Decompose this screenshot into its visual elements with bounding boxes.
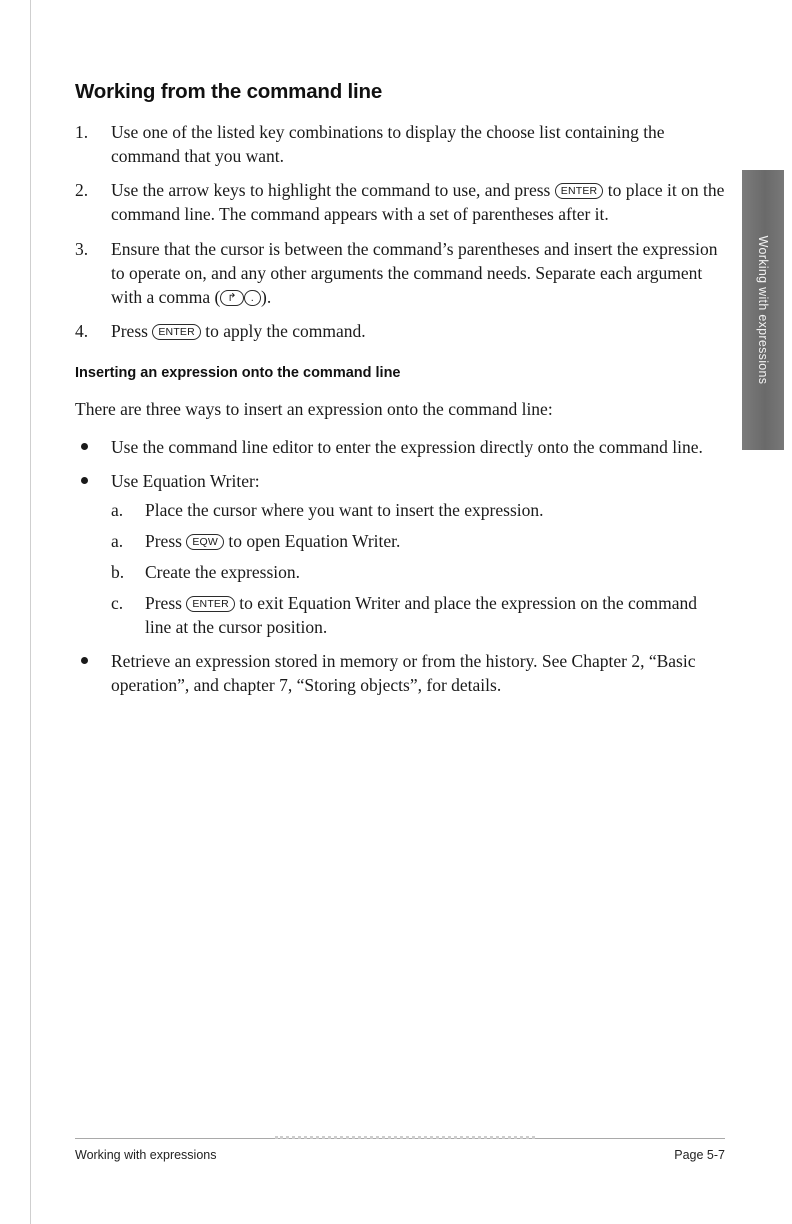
enter-key-icon: ENTER: [186, 596, 235, 612]
sub-step-text-part: to open Equation Writer.: [224, 530, 401, 551]
side-tab-label: Working with expressions: [756, 235, 770, 385]
bullet-dot-icon: [81, 477, 88, 484]
bullet-dot-icon: [81, 657, 88, 664]
footer-divider: [75, 1138, 725, 1139]
page-edge-line: [30, 0, 31, 1224]
sub-step-text: Create the expression.: [145, 561, 301, 582]
step-text-part: ).: [261, 286, 272, 307]
numbered-steps-list: [75, 120, 725, 343]
list-marker: c.: [111, 592, 124, 613]
footer-left-text: Working with expressions: [75, 1148, 217, 1162]
list-item: [75, 319, 725, 343]
intro-paragraph: There are three ways to insert an expression onto the command line:: [75, 399, 553, 420]
list-marker: 2.: [75, 180, 89, 201]
list-item: [111, 498, 725, 522]
sub-step-text-part: Press: [145, 530, 187, 551]
bullet-text: Use Equation Writer:: [111, 471, 260, 492]
list-marker: 4.: [75, 320, 89, 341]
list-item: [75, 435, 725, 459]
eqw-key-icon: EQW: [186, 534, 224, 550]
step-text-part: Ensure that the cursor is between the command’s parentheses and insert the expression to operate on, and any other arguments the command needs. Separate each argument with a comma (: [111, 238, 718, 307]
list-item: [111, 560, 725, 584]
alpha-sub-list: [111, 498, 725, 640]
footer-page-number: Page 5-7: [674, 1148, 725, 1162]
side-tab: [742, 170, 784, 450]
list-item: [75, 178, 725, 226]
step-text-part: to place it on the command line. The command appears with a set of parentheses after it.: [111, 180, 725, 225]
page-title: Working from the command line: [75, 80, 383, 103]
sub-step-text-part: to exit Equation Writer and place the expression on the command line at the cursor position.: [145, 592, 698, 638]
step-text: Use one of the listed key combinations to display the choose list containing the command that you want.: [111, 122, 665, 167]
list-item: [111, 591, 725, 639]
step-text-part: to apply the command.: [200, 320, 366, 341]
bullet-text: Retrieve an expression stored in memory or from the history. See Chapter 2, “Basic operation”, and chapter 7, “Storing objects”, for details.: [111, 651, 696, 696]
list-marker: 1.: [75, 122, 89, 142]
page-content: [75, 80, 725, 708]
comma-key-icon: .: [244, 290, 261, 306]
sub-step-text-part: Press: [145, 592, 187, 613]
bullet-dot-icon: [81, 443, 88, 450]
list-marker: b.: [111, 561, 125, 582]
list-item: [111, 529, 725, 553]
enter-key-icon: ENTER: [152, 324, 201, 340]
list-marker: a.: [111, 499, 124, 520]
list-item: [75, 469, 725, 639]
page-footer: [75, 1148, 725, 1162]
list-item: [75, 120, 725, 168]
list-item: [75, 237, 725, 309]
enter-key-icon: ENTER: [555, 183, 604, 199]
bullet-text: Use the command line editor to enter the expression directly onto the command line.: [111, 437, 703, 458]
step-text-part: Use the arrow keys to highlight the command to use, and press: [111, 180, 555, 201]
list-marker: 3.: [75, 238, 89, 259]
sub-step-text: Place the cursor where you want to insert the expression.: [145, 499, 544, 520]
alpha-shift-key-icon: ↱: [220, 290, 243, 306]
list-item: [75, 649, 725, 697]
subsection-title: Inserting an expression onto the command line: [75, 365, 401, 382]
step-text-part: Press: [111, 320, 153, 341]
bullet-list: [75, 435, 725, 697]
list-marker: a.: [111, 530, 124, 551]
footer-dotted-line: [275, 1136, 535, 1139]
